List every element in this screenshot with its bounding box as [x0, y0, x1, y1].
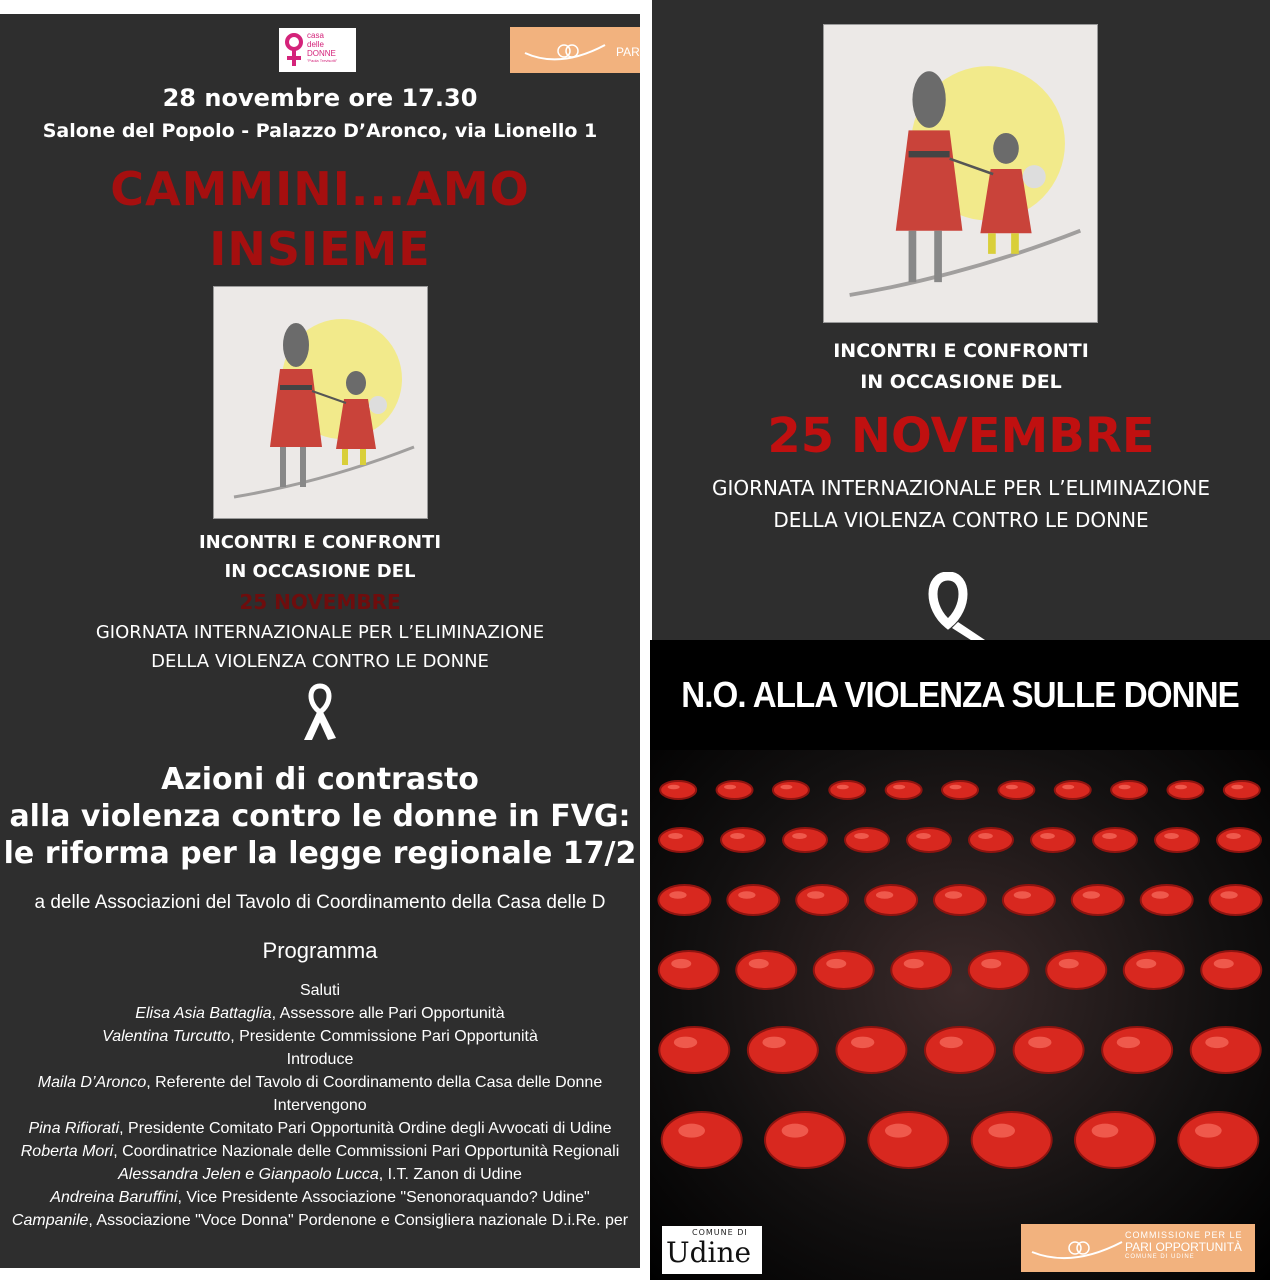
red-shoe: [1155, 828, 1199, 852]
shoe-highlight: [762, 1037, 785, 1049]
rings-logo-icon: [520, 31, 610, 71]
program-role: , Presidente Commissione Pari Opportunità: [230, 1028, 538, 1045]
shoe-highlight: [724, 785, 736, 790]
right-bottom-poster: [650, 640, 1270, 1280]
shoe-highlight: [807, 891, 824, 899]
shoe-highlight: [1102, 833, 1117, 839]
program-speaker-name: Valentina Turcutto: [102, 1028, 231, 1045]
shoe-highlight: [1083, 891, 1100, 899]
red-shoe: [1014, 1027, 1084, 1073]
shoe-highlight: [668, 785, 680, 790]
shoe-highlight: [1014, 891, 1031, 899]
red-shoe: [1075, 1112, 1155, 1168]
shoe-highlight: [1119, 785, 1131, 790]
program-line: [0, 1143, 640, 1161]
event-date: 28 novembre ore 17.30: [162, 84, 478, 112]
red-shoe: [969, 951, 1029, 989]
azioni-line-3: le riforma per la legge regionale 17/2: [3, 836, 637, 871]
red-shoe: [1046, 951, 1106, 989]
program-line: [0, 1212, 640, 1230]
red-shoe: [907, 828, 951, 852]
shoe-highlight: [1152, 891, 1169, 899]
program-speaker-name: Andreina Baruffini: [50, 1189, 178, 1206]
shoe-highlight: [1059, 959, 1079, 969]
shoe-highlight: [978, 833, 993, 839]
associazioni-line: a delle Associazioni del Tavolo di Coordinamento della Casa delle D: [34, 892, 606, 913]
incontri-line-2: IN OCCASIONE DEL: [224, 561, 416, 582]
red-shoe: [1102, 1027, 1172, 1073]
shoe-highlight: [678, 1124, 705, 1138]
shoe-highlight: [1175, 785, 1187, 790]
shoe-highlight: [1195, 1124, 1222, 1138]
shoe-highlight: [674, 1037, 697, 1049]
program-role: , I.T. Zanon di Udine: [378, 1166, 522, 1183]
red-shoe: [865, 885, 917, 915]
rt-incontri-line-2: IN OCCASIONE DEL: [860, 371, 1062, 393]
program-line: [0, 1097, 640, 1115]
shoe-highlight: [950, 785, 962, 790]
program-role: Saluti: [299, 982, 341, 999]
shoe-highlight: [1092, 1124, 1119, 1138]
commissione-pari-opportunita-logo: [1021, 1224, 1255, 1272]
programma-heading: Programma: [262, 938, 378, 963]
rt-awareness-ribbon-icon: [918, 572, 998, 640]
program-line: [0, 1166, 640, 1184]
program-speaker-name: Maila D’Aronco: [37, 1074, 147, 1091]
red-shoe: [814, 951, 874, 989]
shoe-highlight: [940, 1037, 963, 1049]
red-shoe: [1201, 951, 1261, 989]
shoe-highlight: [1062, 785, 1074, 790]
program-role: , Assessore alle Pari Opportunità: [271, 1005, 505, 1022]
shoe-highlight: [1028, 1037, 1051, 1049]
azioni-line-2: alla violenza contro le donne in FVG:: [9, 799, 631, 834]
red-shoe: [1141, 885, 1193, 915]
red-shoe: [1124, 951, 1184, 989]
title-line-1: CAMMINI...AMO: [110, 162, 530, 216]
awareness-ribbon-icon: [300, 682, 340, 744]
red-shoe: [1167, 781, 1203, 799]
rt-incontri-line-1: INCONTRI E CONFRONTI: [833, 340, 1089, 362]
red-shoe: [717, 781, 753, 799]
pari-line-3: COMUNE DI UDINE: [1125, 1254, 1195, 1260]
program-role: , Vice Presidente Associazione "Senonoraquando? Udine": [177, 1189, 590, 1206]
giornata-line-1: GIORNATA INTERNAZIONALE PER L’ELIMINAZIONE: [95, 622, 545, 643]
red-shoe: [658, 885, 710, 915]
red-shoe: [1031, 828, 1075, 852]
program-speaker-name: Pina Rifiorati: [28, 1120, 120, 1137]
program-speaker-name: Elisa Asia Battaglia: [135, 1005, 272, 1022]
shoe-highlight: [826, 959, 846, 969]
red-shoe: [727, 885, 779, 915]
pari-line-1: COMMISSIONE PER LE: [1125, 1230, 1243, 1240]
red-shoe: [1003, 885, 1055, 915]
red-shoe: [868, 1112, 948, 1168]
red-shoe: [765, 1112, 845, 1168]
rt-giornata-line-2: DELLA VIOLENZA CONTRO LE DONNE: [773, 508, 1149, 532]
rt-giornata-line-1: GIORNATA INTERNAZIONALE PER L’ELIMINAZIONE: [711, 476, 1211, 500]
shoe-highlight: [668, 833, 683, 839]
red-shoe: [1178, 1112, 1258, 1168]
shoe-highlight: [837, 785, 849, 790]
program-line: [0, 1051, 640, 1069]
shoe-highlight: [1220, 891, 1237, 899]
red-shoe: [972, 1112, 1052, 1168]
date-25-novembre: 25 NOVEMBRE: [239, 590, 401, 614]
casa-delle-donne-logo: [279, 28, 356, 72]
shoe-highlight: [782, 1124, 809, 1138]
program-role: , Coordinatrice Nazionale delle Commissioni Pari Opportunità Regionali: [113, 1143, 620, 1160]
red-shoe: [1111, 781, 1147, 799]
program-line: [0, 1074, 640, 1092]
shoe-highlight: [780, 785, 792, 790]
red-shoe: [942, 781, 978, 799]
shoe-highlight: [738, 891, 755, 899]
pari-opportunita-logo: [510, 27, 640, 73]
program-line: [0, 982, 640, 1000]
shoe-highlight: [1214, 959, 1234, 969]
mother-child-illustration: [213, 286, 428, 519]
red-shoe: [721, 828, 765, 852]
program-role: , Associazione "Voce Donna" Pordenone e Consigliera nazionale D.i.Re. per: [88, 1212, 629, 1229]
red-shoe: [1055, 781, 1091, 799]
logo-text-dedication: "Paola Trevisotti": [307, 58, 338, 63]
logo-text-casa: casa: [307, 31, 324, 40]
program-line: [0, 1028, 640, 1046]
shoe-highlight: [730, 833, 745, 839]
giornata-line-2: DELLA VIOLENZA CONTRO LE DONNE: [151, 651, 489, 672]
azioni-line-1: Azioni di contrasto: [161, 762, 479, 797]
red-shoe: [1217, 828, 1261, 852]
shoe-highlight: [1205, 1037, 1228, 1049]
red-shoe: [925, 1027, 995, 1073]
program-line: [0, 1005, 640, 1023]
program-line: [0, 1120, 640, 1138]
pari-rings-logo-icon: [1027, 1228, 1127, 1268]
program-speaker-name: Campanile: [11, 1212, 89, 1229]
program-role: Introduce: [286, 1051, 354, 1068]
red-shoe: [886, 781, 922, 799]
red-shoe: [998, 781, 1034, 799]
shoe-highlight: [1226, 833, 1241, 839]
comune-di-udine-logo: [662, 1226, 762, 1274]
shoe-highlight: [904, 959, 924, 969]
red-shoe: [796, 885, 848, 915]
shoe-highlight: [945, 891, 962, 899]
red-shoe: [829, 781, 865, 799]
comune-di-label: COMUNE DI: [692, 1228, 748, 1237]
left-poster: [0, 14, 640, 1268]
shoe-highlight: [893, 785, 905, 790]
red-shoe: [659, 951, 719, 989]
pari-line-2: PARI OPPORTUNITÀ: [1125, 1240, 1242, 1254]
udine-label: Udine: [666, 1236, 752, 1269]
pari-logo-text: PAR: [616, 45, 640, 59]
red-shoe: [1210, 885, 1262, 915]
logo-text-delle: delle: [307, 40, 324, 49]
shoe-highlight: [885, 1124, 912, 1138]
red-shoe: [736, 951, 796, 989]
red-shoe: [659, 1027, 729, 1073]
venus-symbol-icon: [283, 30, 305, 70]
red-shoe: [662, 1112, 742, 1168]
red-shoe: [845, 828, 889, 852]
event-venue: Salone del Popolo - Palazzo D’Aronco, via Lionello 1: [42, 120, 598, 142]
shoe-highlight: [988, 1124, 1015, 1138]
shoe-highlight: [854, 833, 869, 839]
red-shoe: [660, 781, 696, 799]
red-shoe: [969, 828, 1013, 852]
incontri-line-1: INCONTRI E CONFRONTI: [198, 532, 442, 553]
shoe-highlight: [1164, 833, 1179, 839]
red-shoe: [1072, 885, 1124, 915]
red-shoe: [1191, 1027, 1261, 1073]
shoe-highlight: [981, 959, 1001, 969]
shoe-highlight: [1231, 785, 1243, 790]
shoe-highlight: [1136, 959, 1156, 969]
no-violenza-headline: N.O. ALLA VIOLENZA SULLE DONNE: [681, 674, 1239, 715]
shoe-highlight: [851, 1037, 874, 1049]
red-shoe: [773, 781, 809, 799]
red-shoe: [748, 1027, 818, 1073]
red-shoe: [659, 828, 703, 852]
shoe-highlight: [671, 959, 691, 969]
red-shoe: [1093, 828, 1137, 852]
right-top-poster: [652, 0, 1270, 640]
red-shoe: [1224, 781, 1260, 799]
shoe-highlight: [749, 959, 769, 969]
program-speaker-name: Alessandra Jelen e Gianpaolo Lucca: [118, 1166, 379, 1183]
shoe-highlight: [1006, 785, 1018, 790]
program-role: , Referente del Tavolo di Coordinamento della Casa delle Donne: [146, 1074, 603, 1091]
red-shoe: [934, 885, 986, 915]
red-shoes-photo: [650, 750, 1270, 1280]
title-line-2: INSIEME: [209, 222, 431, 276]
rt-date-25-novembre: 25 NOVEMBRE: [767, 408, 1155, 464]
mother-child-illustration-large: [823, 24, 1098, 323]
red-shoe: [783, 828, 827, 852]
shoe-highlight: [1117, 1037, 1140, 1049]
red-shoe: [836, 1027, 906, 1073]
shoe-highlight: [669, 891, 686, 899]
program-speaker-name: Roberta Mori: [20, 1143, 114, 1160]
program-line: [0, 1189, 640, 1207]
program-role: Intervengono: [273, 1097, 367, 1114]
shoe-highlight: [916, 833, 931, 839]
logo-text-donne: DONNE: [307, 49, 336, 58]
program-role: , Presidente Comitato Pari Opportunità Ordine degli Avvocati di Udine: [119, 1120, 612, 1137]
red-shoe: [891, 951, 951, 989]
shoe-highlight: [1040, 833, 1055, 839]
shoe-highlight: [792, 833, 807, 839]
shoe-highlight: [876, 891, 893, 899]
